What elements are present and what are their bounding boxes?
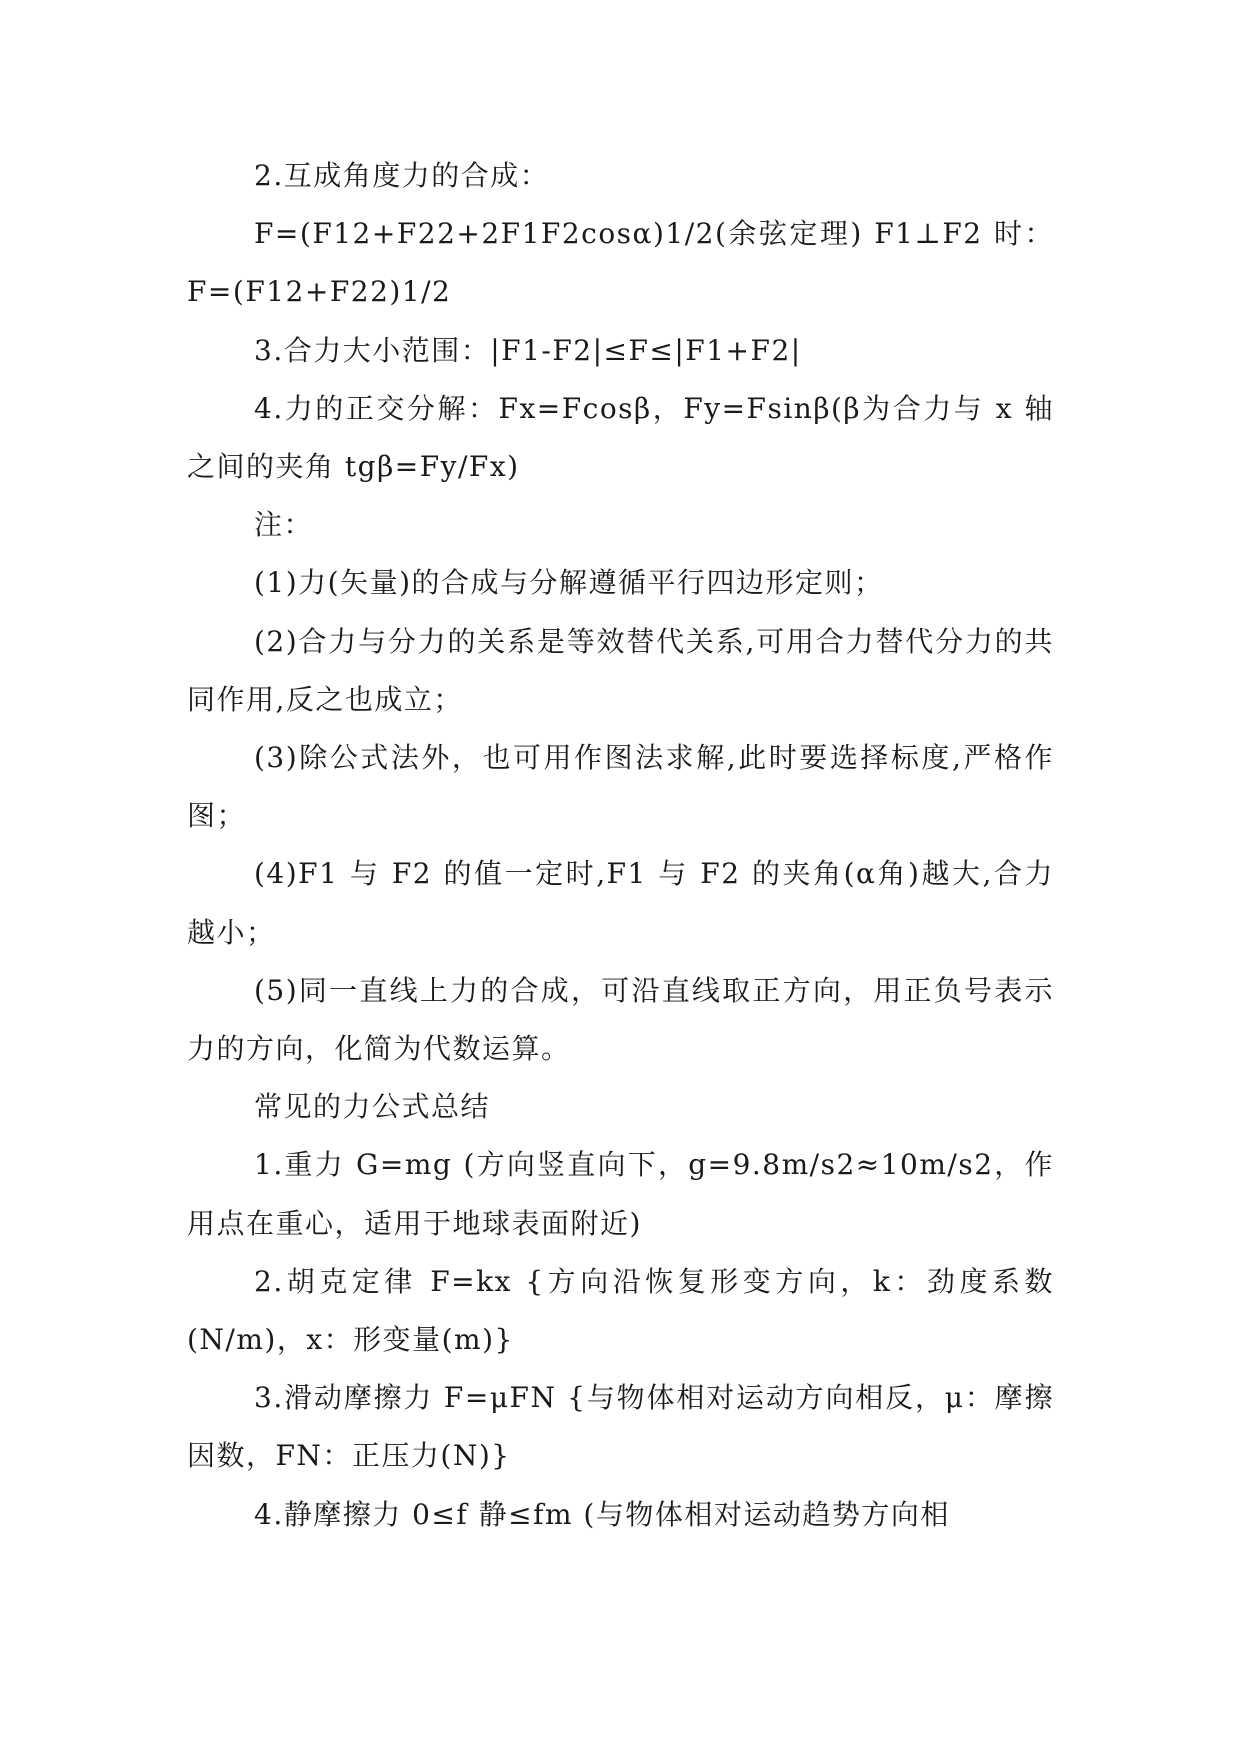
paragraph: 3.合力大小范围：|F1-F2|≤F≤|F1+F2|	[254, 333, 802, 367]
paragraph: 4.静摩擦力 0≤f 静≤fm (与物体相对运动趋势方向相	[254, 1497, 950, 1531]
paragraph: 4.力的正交分解：Fx=Fcosβ，Fy=Fsinβ(β为合力与 x 轴之间的夹角 tgβ=Fy/Fx)	[187, 391, 1054, 484]
paragraph: 1.重力 G=mg (方向竖直向下，g=9.8m/s2≈10m/s2，作用点在重心，适用于地球表面附近)	[187, 1148, 1054, 1240]
paragraph: (1)力(矢量)的合成与分解遵循平行四边形定则；	[254, 566, 884, 600]
paragraph: (2)合力与分力的关系是等效替代关系,可用合力替代分力的共同作用,反之也成立；	[187, 624, 1054, 716]
paragraph: F=(F12+F22+2F1F2cosα)1/2(余弦定理) F1⊥F2 时：F=(F12+F22)1/2	[187, 217, 1054, 309]
paragraph: 2.胡克定律 F=kx {方向沿恢复形变方向，k：劲度系数(N/m)，x：形变量(m)}	[187, 1264, 1054, 1357]
paragraph: (3)除公式法外，也可用作图法求解,此时要选择标度,严格作图；	[187, 741, 1054, 833]
paragraph: (4)F1 与 F2 的值一定时,F1 与 F2 的夹角(α角)越大,合力越小；	[187, 857, 1054, 949]
paragraph: 3.滑动摩擦力 F=μFN {与物体相对运动方向相反，μ：摩擦因数，FN：正压力(N)}	[187, 1381, 1054, 1473]
section-heading: 常见的力公式总结	[254, 1090, 491, 1124]
paragraph: 2.互成角度力的合成：	[254, 159, 550, 192]
paragraph: 注：	[254, 508, 314, 542]
paragraph: (5)同一直线上力的合成，可沿直线取正方向，用正负号表示力的方向，化简为代数运算。	[187, 973, 1054, 1066]
